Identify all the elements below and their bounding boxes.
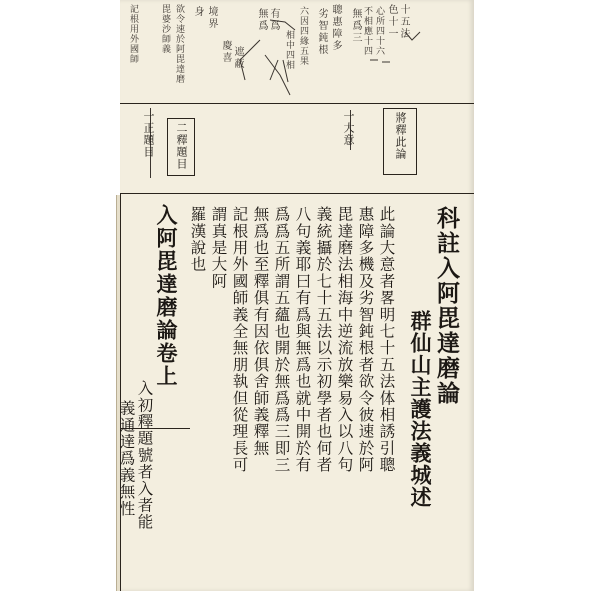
handwritten-note: 無爲 <box>256 8 267 32</box>
text-frame-top <box>120 193 474 194</box>
lower-text-column: 義通達爲義無性 <box>117 400 136 517</box>
main-text-column: 爲爲五所謂五蘊也開於無爲爲三即三 <box>272 206 291 474</box>
handwritten-note: 六因四緣五果 <box>298 6 308 66</box>
outline-label: 二釋題目 <box>175 122 188 170</box>
volume-heading: 入阿毘達磨論卷上 <box>154 204 179 388</box>
main-text-column: 謂真是大阿 <box>209 206 228 290</box>
handwritten-note: 欲令速於阿毘達磨 <box>174 4 184 84</box>
handwritten-note: 相中四相 <box>284 30 294 70</box>
handwritten-note: 聰惠障多 <box>330 4 341 52</box>
main-text-column: 惠障多機及劣智鈍根者欲令彼速於阿 <box>356 206 375 474</box>
horizontal-divider <box>120 103 474 104</box>
main-text-column: 此論大意者畧明七十五法体相誘引聰 <box>377 206 396 474</box>
main-text-column: 毘達磨法相海中逆流放樂易入以八句 <box>335 206 354 474</box>
handwritten-note: 有爲 <box>268 8 279 32</box>
main-text-column: 羅漢說也 <box>188 206 207 273</box>
outline-label: 將釋此論 <box>394 112 407 160</box>
outline-label: 一正題目 <box>142 110 155 158</box>
outline-label: 一大意 <box>342 110 355 146</box>
handwritten-note: 不相應十四 <box>362 6 372 56</box>
handwritten-note: 遮蔽 <box>232 46 243 70</box>
main-text-column: 無爲也至釋俱有因依俱舍師義釋無 <box>251 206 270 457</box>
document-page <box>117 0 474 591</box>
handwritten-note: 毘婆沙師義 <box>160 4 170 54</box>
handwritten-note: 記根用外國師 <box>128 4 138 64</box>
handwritten-note: 心所四十六 <box>374 6 384 56</box>
frame-left <box>120 193 121 591</box>
handwritten-note: 境界 <box>206 6 217 30</box>
lower-text-column: 入初釋題號者入者能 <box>135 380 154 531</box>
title-column: 科註入阿毘達磨論 <box>433 206 460 406</box>
main-text-column: 記根用外國師義全無朋執但從理長可 <box>230 206 249 474</box>
handwritten-note: 身 <box>192 6 203 18</box>
handwritten-note: 劣智鈍根 <box>316 8 327 56</box>
handwritten-note: 無爲三 <box>350 8 361 44</box>
handwritten-note: 十五法 <box>398 4 409 40</box>
handwritten-note: 慶喜 <box>220 40 231 64</box>
author-column: 群仙山主護法義城述 <box>408 310 433 508</box>
main-text-column: 義統攝於七十五法以示初學者也何者 <box>314 206 333 474</box>
main-text-column: 八句義耶曰有爲與無爲也就中開於有 <box>293 206 312 474</box>
handwritten-note: 色十一 <box>386 4 397 40</box>
